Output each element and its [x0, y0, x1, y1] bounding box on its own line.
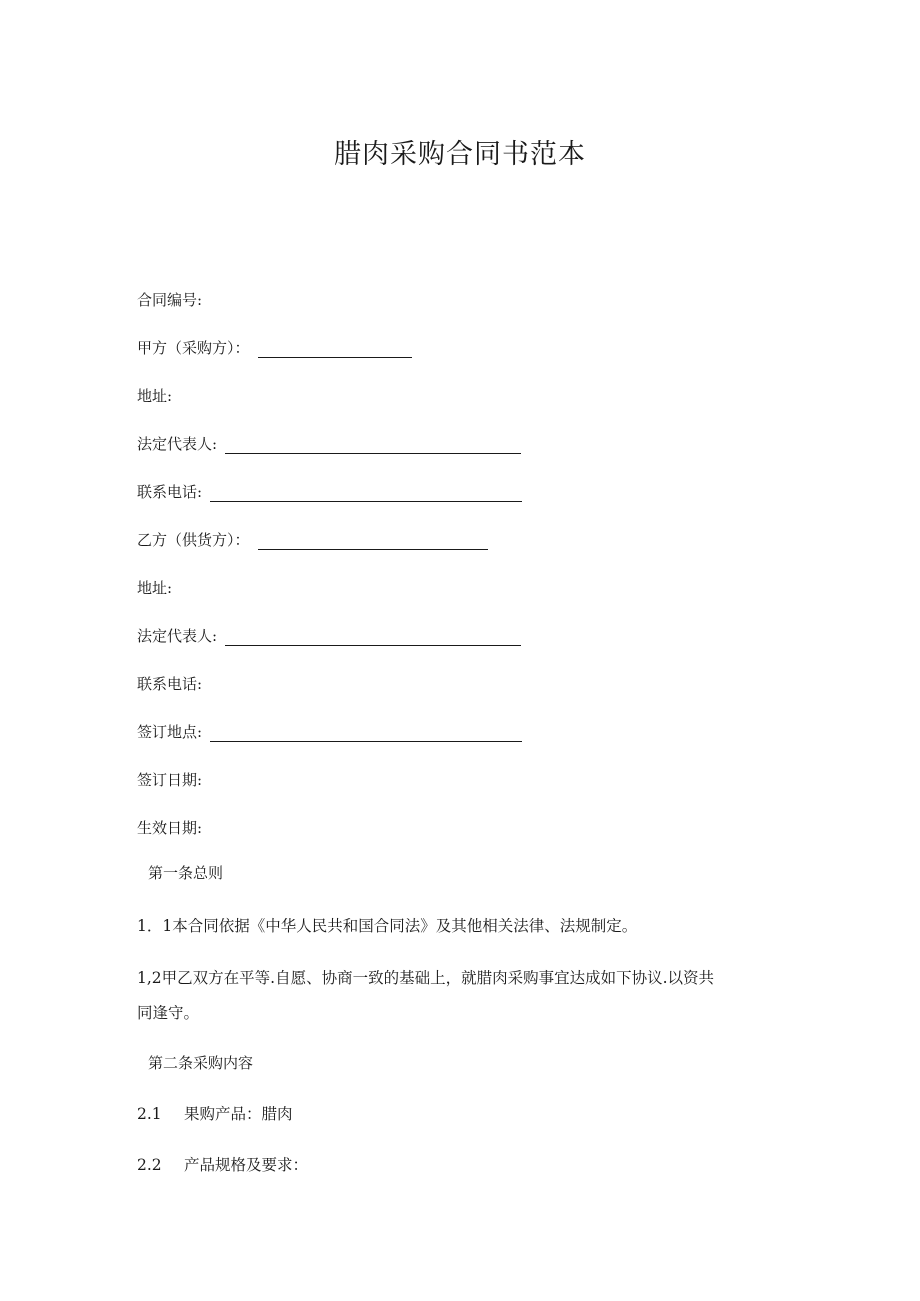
field-party-a-representative — [137, 434, 521, 454]
document-title: 腊肉采购合同书范本 — [334, 139, 586, 170]
party-b-representative-blank — [225, 629, 521, 646]
field-contract-number — [137, 290, 202, 310]
field-party-b-representative — [137, 626, 521, 646]
section-2-heading: 第二条采购内容 — [148, 1054, 254, 1072]
field-signing-place — [137, 722, 522, 742]
field-party-a-address — [137, 386, 172, 406]
signing-place-blank — [210, 725, 522, 742]
party-a-blank — [258, 341, 412, 358]
field-effective-date — [137, 818, 202, 838]
party-a-phone-blank — [210, 485, 522, 502]
field-party-a — [137, 338, 412, 358]
clause-2-1 — [137, 1104, 292, 1124]
field-party-b-address — [137, 578, 172, 598]
clause-text: 产品规格及要求： — [183, 1156, 308, 1174]
field-party-a-phone — [137, 482, 522, 502]
clause-2-2 — [137, 1155, 308, 1175]
clause-number: 2.2 — [137, 1156, 162, 1174]
field-label: 地址: — [137, 387, 173, 405]
clause-1-2-line2: 同逢守。 — [137, 1004, 200, 1022]
field-label: 联系电话: — [137, 675, 203, 693]
field-label: 法定代表人: — [137, 435, 218, 453]
field-label: 生效日期: — [137, 819, 203, 837]
field-label: 签订地点: — [137, 723, 203, 741]
field-label: 签订日期: — [137, 771, 203, 789]
field-label: 法定代表人: — [137, 627, 218, 645]
party-a-representative-blank — [225, 437, 521, 454]
clause-1-2-line1: 1,2甲乙双方在平等.自愿、协商一致的基础上，就腊肉采购事宜达成如下协议.以资共 — [137, 969, 715, 987]
clause-text: 果购产品：腊肉 — [183, 1105, 293, 1123]
field-party-b — [137, 530, 488, 550]
field-label: 合同编号: — [137, 291, 203, 309]
field-label: 联系电话: — [137, 483, 203, 501]
clause-number: 2.1 — [137, 1105, 162, 1123]
section-1-heading: 第一条总则 — [148, 864, 224, 882]
party-b-blank — [258, 533, 488, 550]
field-label: 地址: — [137, 579, 173, 597]
field-party-b-phone — [137, 674, 202, 694]
field-label: 乙方（供货方）： — [137, 531, 250, 549]
clause-1-1: 1．1本合同依据《中华人民共和国合同法》及其他相关法律、法规制定。 — [137, 917, 638, 935]
field-signing-date — [137, 770, 202, 790]
field-label: 甲方（采购方）： — [137, 339, 250, 357]
